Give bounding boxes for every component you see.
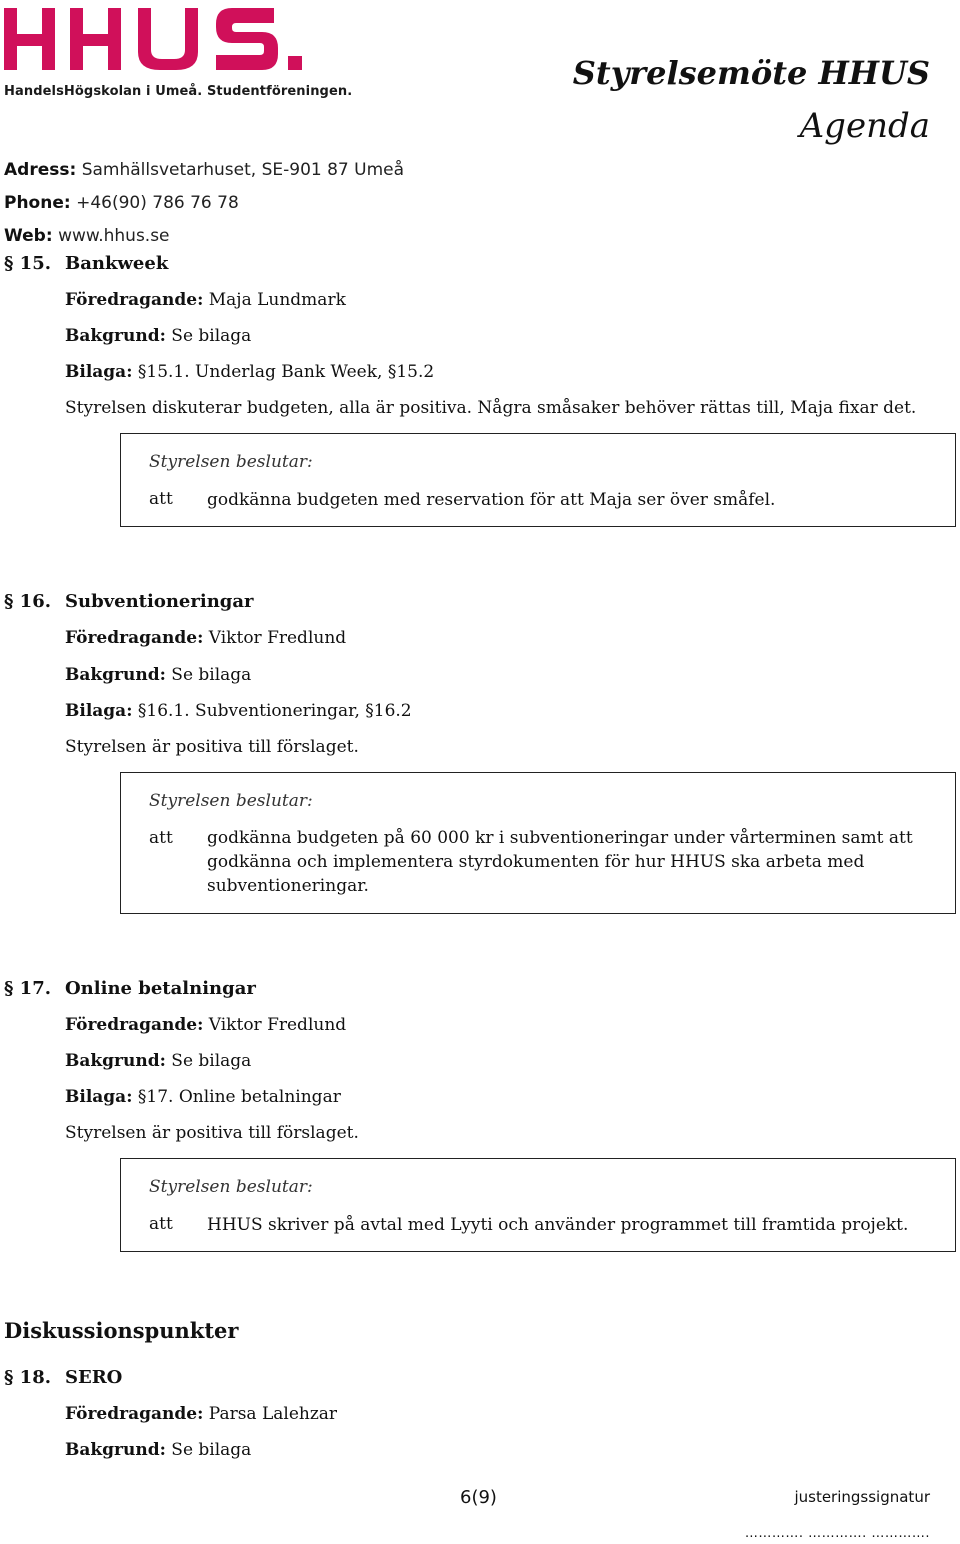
section-16-heading bbox=[4, 591, 254, 612]
attachment-label: Bilaga: bbox=[65, 701, 133, 721]
decision-att: att bbox=[149, 828, 173, 848]
section-17-note: Styrelsen är positiva till förslaget. bbox=[65, 1123, 359, 1143]
contact-address bbox=[4, 160, 404, 180]
section-17-decision-box bbox=[120, 1158, 956, 1252]
decision-label: Styrelsen beslutar: bbox=[149, 791, 313, 811]
section-17-background bbox=[65, 1051, 251, 1071]
attachment-label: Bilaga: bbox=[65, 362, 133, 382]
section-title: Online betalningar bbox=[65, 978, 256, 999]
phone-value: +46(90) 786 76 78 bbox=[76, 193, 239, 213]
section-title: Bankweek bbox=[65, 253, 169, 274]
presenter-label: Föredragande: bbox=[65, 1015, 204, 1035]
signature-dots: …………. …………. …………. bbox=[744, 1526, 930, 1541]
section-number: § 16. bbox=[4, 591, 51, 612]
hhus-logo bbox=[4, 6, 353, 102]
presenter-label: Föredragande: bbox=[65, 1404, 204, 1424]
section-15-presenter bbox=[65, 290, 346, 310]
section-title: Subventioneringar bbox=[65, 591, 254, 612]
section-number: § 15. bbox=[4, 253, 51, 274]
attachment-value: §17. Online betalningar bbox=[137, 1087, 341, 1107]
section-17-heading bbox=[4, 978, 256, 999]
section-17-attachment bbox=[65, 1087, 341, 1107]
decision-text: HHUS skriver på avtal med Lyyti och använder programmet till framtida projekt. bbox=[207, 1215, 909, 1235]
section-16-background bbox=[65, 665, 251, 685]
section-title: SERO bbox=[65, 1367, 123, 1388]
attachment-label: Bilaga: bbox=[65, 1087, 133, 1107]
section-15-attachment bbox=[65, 362, 434, 382]
phone-label: Phone: bbox=[4, 193, 71, 213]
document-title: Styrelsemöte HHUS bbox=[572, 54, 930, 92]
attachment-value: §15.1. Underlag Bank Week, §15.2 bbox=[137, 362, 435, 382]
background-label: Bakgrund: bbox=[65, 326, 166, 346]
background-label: Bakgrund: bbox=[65, 1051, 166, 1071]
section-16-presenter bbox=[65, 628, 346, 648]
page-number: 6(9) bbox=[460, 1487, 497, 1508]
presenter-name: Maja Lundmark bbox=[208, 290, 346, 310]
web-label: Web: bbox=[4, 226, 53, 246]
section-18-background bbox=[65, 1440, 251, 1460]
presenter-name: Parsa Lalehzar bbox=[208, 1404, 338, 1424]
background-value: Se bilaga bbox=[171, 665, 252, 685]
section-17-presenter bbox=[65, 1015, 346, 1035]
presenter-label: Föredragande: bbox=[65, 290, 204, 310]
background-value: Se bilaga bbox=[171, 1440, 252, 1460]
section-number: § 17. bbox=[4, 978, 51, 999]
background-label: Bakgrund: bbox=[65, 1440, 166, 1460]
address-value: Samhällsvetarhuset, SE-901 87 Umeå bbox=[81, 160, 405, 180]
section-15-note: Styrelsen diskuterar budgeten, alla är positiva. Några småsaker behöver rättas till, Maja fixar det. bbox=[65, 398, 917, 418]
contact-web bbox=[4, 226, 170, 246]
signature-label: justeringssignatur bbox=[794, 1488, 930, 1506]
section-18-presenter bbox=[65, 1404, 337, 1424]
decision-att: att bbox=[149, 489, 173, 509]
section-15-background bbox=[65, 326, 251, 346]
presenter-label: Föredragande: bbox=[65, 628, 204, 648]
presenter-name: Viktor Fredlund bbox=[208, 628, 347, 648]
address-label: Adress: bbox=[4, 160, 77, 180]
contact-phone bbox=[4, 193, 239, 213]
document-subtitle: Agenda bbox=[799, 106, 930, 146]
hhus-logo-mark bbox=[4, 6, 334, 82]
background-value: Se bilaga bbox=[171, 1051, 252, 1071]
discussion-heading: Diskussionspunkter bbox=[4, 1318, 239, 1343]
section-16-attachment bbox=[65, 701, 412, 721]
section-number: § 18. bbox=[4, 1367, 51, 1388]
background-label: Bakgrund: bbox=[65, 665, 166, 685]
section-16-note: Styrelsen är positiva till förslaget. bbox=[65, 737, 359, 757]
presenter-name: Viktor Fredlund bbox=[208, 1015, 347, 1035]
decision-att: att bbox=[149, 1214, 173, 1234]
section-15-heading bbox=[4, 253, 168, 274]
section-15-decision-box bbox=[120, 433, 956, 527]
decision-label: Styrelsen beslutar: bbox=[149, 1177, 313, 1197]
decision-text: godkänna budgeten med reservation för att Maja ser över småfel. bbox=[207, 490, 776, 510]
section-16-decision-box bbox=[120, 772, 956, 914]
attachment-value: §16.1. Subventioneringar, §16.2 bbox=[137, 701, 412, 721]
web-link[interactable]: www.hhus.se bbox=[58, 226, 170, 246]
decision-text: godkänna budgeten på 60 000 kr i subventioneringar under vårterminen samt att godkänna och implementera styrdokumenten för hur HHUS ska arbeta med subventioneringar. bbox=[207, 828, 913, 896]
background-value: Se bilaga bbox=[171, 326, 252, 346]
logo-subtitle: HandelsHögskolan i Umeå. Studentföreningen. bbox=[4, 84, 353, 99]
decision-label: Styrelsen beslutar: bbox=[149, 452, 313, 472]
section-18-heading bbox=[4, 1367, 122, 1388]
